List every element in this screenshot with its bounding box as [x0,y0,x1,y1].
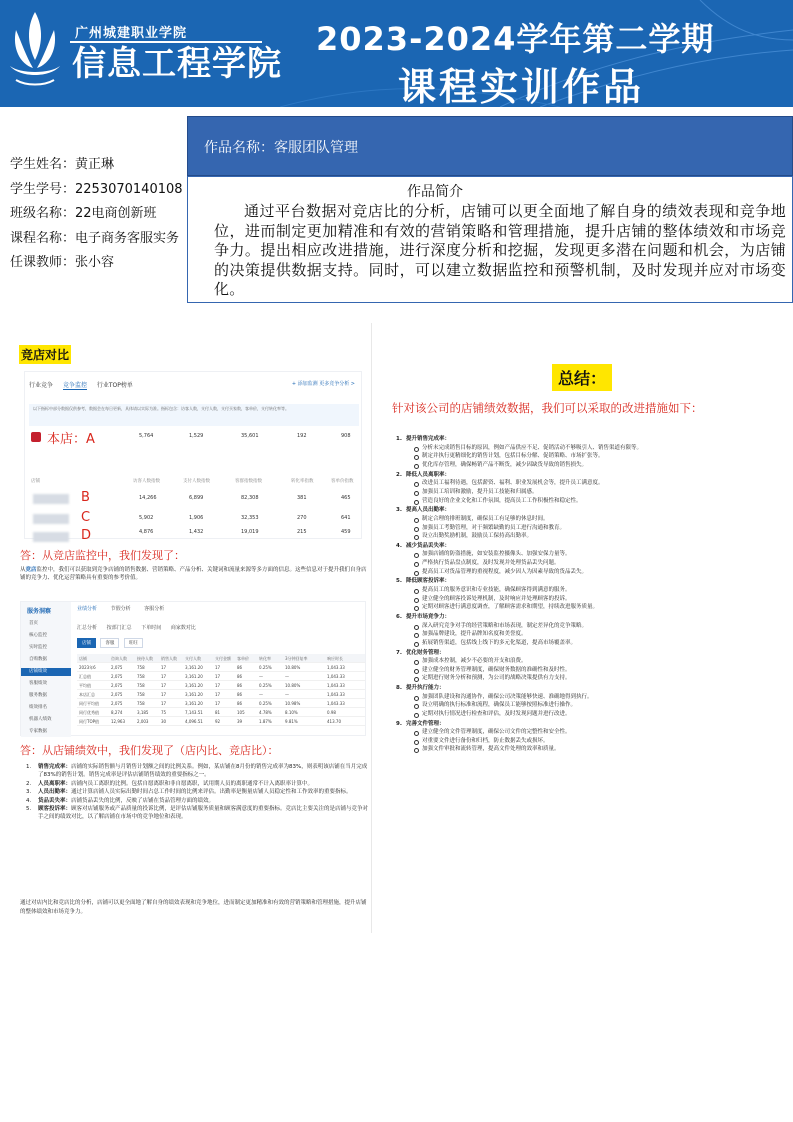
metric-value: 459 [341,529,351,535]
subtab[interactable]: 按部门汇总 [106,625,132,631]
table-header: 转化率指数 [291,479,314,484]
store-label-b: B [81,490,90,505]
metric-value: 82,308 [241,495,259,501]
list-item: 营造良好的企业文化和工作氛围，提高员工工作积极性和稳定性。 [396,497,786,506]
table-cell: 3,161.20 [185,701,203,706]
list-item: 深入研究竞争对手的经营策略和市场表现，制定差异化的竞争策略。 [396,622,786,631]
chip-wangwang[interactable]: 旺旺 [124,638,143,648]
list-item: 加强员工培训和激励，提升员工技能和归属感。 [396,488,786,497]
section-title [396,471,786,480]
item-number: 2. [26,780,32,787]
table-cell: 758 [137,665,145,670]
list-item: 定期对执行情况进行检查和评估，及时发现问题并进行改进。 [396,710,786,719]
table-cell: 8.10% [285,710,298,715]
section-number: 5. [396,578,402,585]
info-label: 学生学号： [10,181,76,197]
table-cell: 758 [137,674,145,679]
list-item: 提高员工的服务意识和专业技能，确保顾客得到满意的服务。 [396,586,786,595]
right-document [374,330,793,936]
table-cell: 2,075 [111,701,123,706]
table-cell: 81 [215,710,221,715]
table-cell: 3,161.20 [185,674,203,679]
table-cell: 17 [215,701,221,706]
work-name-value: 客服团队管理 [274,140,358,156]
list-item: 优化库存管理，确保畅销产品不断货，减少因缺货导致的销售损失。 [396,461,786,470]
list-item [26,763,370,780]
section-number: 8. [396,685,402,692]
table-cell: 86 [237,674,243,679]
school-name: 广州城建职业学院 [75,26,188,41]
table-cell: 86 [237,665,243,670]
list-item: 定期进行财务分析和预测，为公司的战略决策提供有力支持。 [396,674,786,683]
term-title: 2023-2024学年第二学期 [316,20,715,58]
store-b-metrics [29,492,359,506]
tab-service[interactable]: 客服分析 [144,606,165,612]
table-cell: — [285,692,289,697]
table-cell: 1,043.33 [327,665,345,670]
table-cell: 1.87% [259,719,272,724]
list-item: 加强成本控制，减少不必要的开支和浪费。 [396,657,786,666]
metric-value: 6,899 [189,495,204,501]
store-performance-screenshot [20,601,366,736]
section-title [396,577,786,586]
table-header: 咨询人数 [111,656,127,661]
table-cell: 1,043.33 [327,701,345,706]
table-cell: 758 [137,692,145,697]
metric-value: 19,019 [241,529,259,535]
section-label: 降低顾客投诉率： [406,578,451,585]
table-header: 响应时长 [327,656,343,661]
table-cell: 平均值 [79,683,91,688]
metric-value: 5,764 [139,433,154,439]
table-cell: 8,274 [111,710,123,715]
item-title: 人员离职率： [38,780,72,787]
list-item: 加强员工考勤管理，对于频繁缺勤的员工进行沟通和教育。 [396,524,786,533]
table-header: 支付人数指数 [183,479,210,484]
summary-badge: 总结： [552,364,612,391]
item-text: 店铺的实际销售额与月销售计划额之间的比例关系。例如，某店铺在8月份的销售完成率为83%，则表明该店铺在当月完成了83%的销售计划。销售完成率是评估店铺销售绩效的重要指标之一。 [38,764,368,779]
section-number: 2. [396,471,402,478]
table-cell: 10.80% [285,665,301,670]
table-header: 客单价 [237,656,249,661]
list-item: 设立明确的执行标准和流程，确保员工能够按照标准进行操作。 [396,701,786,710]
chip-store[interactable]: 店铺 [77,638,96,648]
table-cell: 17 [215,692,221,697]
section-number: 6. [396,614,402,620]
table-cell: 86 [237,692,243,697]
store-label-a: 本店：A [47,432,95,447]
table-header: 接待人数 [137,656,153,661]
paragraph-prefix: 从 [20,567,26,573]
tab-monitor[interactable]: 竞争监控 [62,382,87,389]
table-cell: 3,161.20 [185,692,203,697]
store-table-header [29,476,359,486]
monitor-tabs [29,380,141,389]
intro-title: 作品简介 [407,184,463,200]
sidebar-item[interactable]: 首页 [29,621,38,626]
table-header: 支付金额 [215,656,231,661]
sidebar-item[interactable]: 核心监控 [29,633,47,638]
table-cell: 本店汇总 [79,692,95,697]
findings-list [26,763,370,822]
info-label: 课程名称： [10,230,76,246]
list-item: 定期对顾客进行满意度调查，了解顾客需求和期望，持续改进服务质量。 [396,603,786,612]
table-cell: 0.25% [259,665,272,670]
answer-competitor: 答：从竞店监控中，我们发现了： [20,549,185,562]
table-cell: 3,185 [137,710,149,715]
class-name-row [10,202,183,227]
work-name [204,137,358,157]
sidebar-item[interactable]: 专家数据 [29,729,47,734]
list-item [26,780,370,788]
monitor-links[interactable]: + 添加监测 更多竞争分析 > [291,381,355,387]
list-item: 加强品牌建设，提升品牌知名度和美誉度。 [396,630,786,639]
info-label: 学生姓名： [10,157,76,172]
metric-value: 465 [341,495,351,501]
section-title [396,649,786,658]
list-item [26,805,370,822]
list-item: 建立健全的顾客投诉处理机制，及时响应并处理顾客的投诉。 [396,595,786,604]
table-cell: 2023年6 [79,665,96,670]
monitor-note: 以下指标中部分数据仅供参考，数据会在每日更新，具体请以实际为准。指标包含：访客人数，支付人数，支付买家数，客单价，支付转化率等。 [29,404,359,426]
table-cell: — [259,674,263,679]
list-item: 改进员工福利待遇，包括薪资、福利、职业发展机会等，提升员工满意度。 [396,479,786,488]
work-name-box [187,116,793,176]
table-cell: 86 [237,701,243,706]
table-cell: 413.70 [327,719,341,724]
table-cell: 17 [215,674,221,679]
item-number: 3. [26,789,32,796]
section-label: 完善文件管理： [406,720,445,727]
table-row [77,663,365,672]
list-item: 制定合理的排班制度，确保员工有足够的休息时间。 [396,515,786,524]
table-cell: 17 [215,683,221,688]
table-cell: 1,043.33 [327,692,345,697]
item-text: 顾客对店铺服务或产品质量的投诉比例，是评估店铺服务质量和顾客满意度的重要指标。竞店比主要关注的是店铺与竞争对手之间的绩效对比，以了解店铺在市场中的竞争地位和表现。 [38,806,369,821]
table-cell: 同行TOP值 [79,719,100,724]
table-cell: 3,161.20 [185,665,203,670]
table-cell: 17 [161,692,167,697]
table-cell: 4.78% [259,710,272,715]
table-cell: 17 [161,665,167,670]
table-cell: 9.81% [285,719,298,724]
student-id-row [10,178,183,203]
list-item: 制定并执行更精细化的销售计划，包括目标分解、促销策略、市场扩张等。 [396,452,786,461]
lotus-logo-icon [6,8,64,86]
list-item: 严格执行货品盘点制度，及时发现并处理货品丢失问题。 [396,559,786,568]
table-cell: 758 [137,683,145,688]
table-row [77,690,365,699]
section-title [396,684,786,693]
list-item: 提高员工对货品管理的重视程度，减少因人为因素导致的货品丢失。 [396,568,786,577]
table-cell: 17 [215,665,221,670]
table-cell: 86 [237,683,243,688]
intro-box [187,176,793,303]
table-row [77,708,365,717]
table-cell: 3,161.20 [185,683,203,688]
store-d-metrics [29,526,359,540]
student-name: 黄正琳 [75,157,115,172]
sidebar-item[interactable]: 实时监控 [29,645,47,650]
list-item: 分析未完成销售目标的原因，例如产品供应不足、促销活动不够吸引人、销售渠道有限等。 [396,444,786,453]
course-name-row [10,227,183,252]
list-item: 对重要文件进行备份和归档，防止数据丢失或损坏。 [396,737,786,746]
store-label-c: C [81,510,91,525]
list-item: 拓展销售渠道，包括线上线下的多元化渠道，提高市场覆盖率。 [396,639,786,648]
sidebar-item[interactable]: 客服绩效 [29,681,47,686]
service-sidebar [21,602,71,737]
metric-value: 35,601 [241,433,259,439]
college-name: 信息工程学院 [72,44,282,84]
section-title [396,720,786,729]
tab-holiday[interactable]: 节假分析 [110,606,131,612]
section-number: 9. [396,720,402,727]
work-name-label: 作品名称： [204,140,274,156]
student-name-row [10,153,183,178]
table-cell: 75 [161,710,167,715]
table-cell: 12,963 [111,719,125,724]
metric-value: 1,529 [189,433,204,439]
table-cell: 2,075 [111,683,123,688]
sidebar-item[interactable]: 自购数据 [29,657,47,662]
item-number: 1. [26,764,32,770]
info-label: 任课教师： [10,255,76,270]
table-header: 3分钟回复率 [285,656,308,661]
tab-top-list[interactable]: 行业TOP榜单 [96,382,133,389]
subtab[interactable]: 商家数对比 [170,625,196,631]
table-cell: 758 [137,701,145,706]
section-label: 减少货品丢失率： [406,542,451,549]
metric-value: 908 [341,433,351,439]
sidebar-item[interactable]: 绩效排名 [29,705,47,710]
table-row [77,681,365,690]
service-logo: 服务洞察 [27,608,52,615]
section-number: 3. [396,507,402,514]
tab-industry[interactable]: 行业竞争 [29,382,54,389]
summary-heading: 针对该公司的店铺绩效数据，我们可以采取的改进措施如下： [392,401,703,415]
item-text: 店铺货品丢失的比例，反映了店铺在货品管理方面的绩效。 [71,797,215,804]
table-cell: 17 [161,701,167,706]
tab-performance[interactable]: 业绩分析 [77,606,98,612]
competitor-link[interactable]: 竞店 [25,567,37,573]
metric-value: 1,432 [189,529,204,535]
list-item: 设立出勤奖励机制，鼓励员工保持高出勤率。 [396,532,786,541]
class-name: 22电商创新班 [75,206,157,221]
table-cell: 10.98% [285,701,301,706]
list-item: 建立健全的文件管理制度，确保公司文件的完整性和安全性。 [396,728,786,737]
item-text: 通过计算店铺人员实际出勤时间占总工作时间的比例来评估。出勤率是衡量店铺人员稳定性和工作效率的重要指标。 [71,789,352,796]
competitor-monitor-screenshot [24,371,362,543]
metric-value: 381 [297,495,307,501]
table-cell: 2,075 [111,692,123,697]
list-item: 加强团队建设和沟通协作，确保公司决策能够快速、准确地得到执行。 [396,693,786,702]
metric-value: 4,876 [139,529,154,535]
table-cell: — [259,692,263,697]
table-header: 销售人数 [161,656,177,661]
store-label-d: D [81,528,92,543]
section-number: 4. [396,542,402,549]
list-item [26,797,370,805]
intro-body: 通过平台数据对竞店比的分析，店铺可以更全面地了解自身的绩效表现和竞争地位，进而制定更加精准和有效的营销策略和管理措施，提升店铺的整体绩效和市场竞争力。提出相应改进措施，进行深度分析和挖掘，发现更多潜在问题和机会，为店铺的决策提供数据支持。同时，可以建立数据监控和预警机制，及时发现并应对市场变化。 [214,202,786,298]
student-info [10,153,183,276]
section-number: 7. [396,649,402,656]
item-title: 货品丢失率： [38,797,72,804]
student-id: 2253070140108 [75,181,183,197]
metric-value: 215 [297,529,307,535]
section-label: 降低人员离职率： [406,471,451,478]
item-title: 顾客投诉率： [38,806,72,813]
table-cell: 同行平均值 [79,701,99,706]
table-row [77,672,365,681]
item-title: 销售完成率： [38,764,72,770]
sidebar-item[interactable]: 服务数据 [29,693,47,698]
list-item [26,788,370,796]
chip-service[interactable]: 客服 [100,638,119,648]
header-banner [0,0,793,107]
section-title [396,435,786,444]
metric-value: 32,353 [241,515,259,521]
list-item: 加强店铺的防盗措施，如安装监控摄像头、加强安保力量等。 [396,550,786,559]
metric-value: 641 [341,515,351,521]
item-number: 4. [26,797,32,804]
section-label: 提升市场竞争力： [406,614,451,620]
performance-subtabs [77,624,204,631]
dimension-chips [77,638,146,648]
table-cell: — [285,674,289,679]
section-label: 提高人员出勤率： [406,507,451,514]
section-label: 提升执行能力： [406,685,445,692]
table-cell: 17 [161,683,167,688]
section-title [396,506,786,515]
table-cell: 2,075 [111,674,123,679]
table-cell: 4,096.51 [185,719,203,724]
course-name: 电子商务客服实务 [75,230,180,246]
table-header: 访客人数指数 [133,479,160,484]
item-title: 人员出勤率： [38,789,72,796]
closing-paragraph: 通过对店内比和竞店比的分析，店铺可以更全面地了解自身的绩效表现和竞争地位，进而制定更加精准和有效的营销策略和管理措施，提升店铺的整体绩效和市场竞争力。 [20,900,367,915]
performance-table [77,654,365,726]
table-cell: 0.25% [259,701,272,706]
table-row [77,699,365,708]
work-title: 课程实训作品 [398,65,645,107]
table-header-row [77,654,365,663]
table-cell: 17 [161,674,167,679]
competitor-paragraph [20,566,370,582]
competitor-heading: 竞店对比 [19,345,71,364]
section-label: 优化财务管理： [406,649,445,656]
table-cell: 105 [237,710,245,715]
table-cell: 汇总值 [79,674,91,679]
item-number: 5. [26,806,32,813]
table-cell: 10.80% [285,683,301,688]
section-label: 提升销售完成率： [406,436,451,443]
table-cell: 0.98 [327,710,336,715]
subtab[interactable]: 下单时间 [141,625,162,631]
metric-value: 1,906 [189,515,204,521]
table-cell: 92 [215,719,221,724]
left-document [16,323,372,933]
performance-tabs [77,605,176,612]
table-cell: 7,143.51 [185,710,203,715]
section-number: 1. [396,436,402,443]
section-title [396,613,786,622]
table-row [77,717,365,726]
info-label: 班级名称： [10,206,76,221]
table-header: 转化率 [259,656,271,661]
table-cell: 0.25% [259,683,272,688]
metric-value: 192 [297,433,307,439]
table-cell: 同行优秀值 [79,710,99,715]
table-header: 店铺 [31,479,40,484]
paragraph-body: 监控中，我们可以获取到竞争店铺的销售数据、营销策略、产品分析、关键词和流量来源等多方面的信息。这些信息对于提升我们自身店铺的竞争力、优化运营策略具有重要的参考价值。 [20,567,367,581]
section-title [396,542,786,551]
teacher-row [10,251,183,276]
store-icon [31,432,41,442]
table-cell: 1,043.33 [327,683,345,688]
improvement-list [396,434,786,754]
sidebar-item[interactable]: 机器人绩效 [29,717,52,722]
store-c-metrics [29,512,359,526]
teacher-name: 张小容 [75,255,115,270]
table-cell: 2,003 [137,719,149,724]
item-text: 店铺内员工离职的比例。包括自愿离职和非自愿离职，试用期人员的离职通常不计入离职率计算中。 [71,780,314,787]
banner-divider [70,41,262,43]
list-item: 建立健全的财务管理制度，确保财务数据的准确性和及时性。 [396,666,786,675]
table-cell: 30 [161,719,167,724]
answer-performance: 答：从店铺绩效中，我们发现了（店内比、竞店比）： [20,744,279,757]
table-cell: 2,075 [111,665,123,670]
table-header: 客单价指数 [331,479,354,484]
table-header: 客群指数指数 [235,479,262,484]
metric-value: 5,902 [139,515,154,521]
sidebar-item-store-performance[interactable]: 店铺绩效 [21,668,71,676]
metric-value: 270 [297,515,307,521]
table-cell: 1,043.33 [327,674,345,679]
table-cell: 39 [237,719,243,724]
subtab[interactable]: 汇总分析 [77,625,98,631]
table-header: 支付人数 [185,656,201,661]
list-item: 加强文件审批和流转管理，提高文件处理的效率和质量。 [396,745,786,754]
table-header: 店铺 [79,656,87,661]
metric-value: 14,266 [139,495,157,501]
